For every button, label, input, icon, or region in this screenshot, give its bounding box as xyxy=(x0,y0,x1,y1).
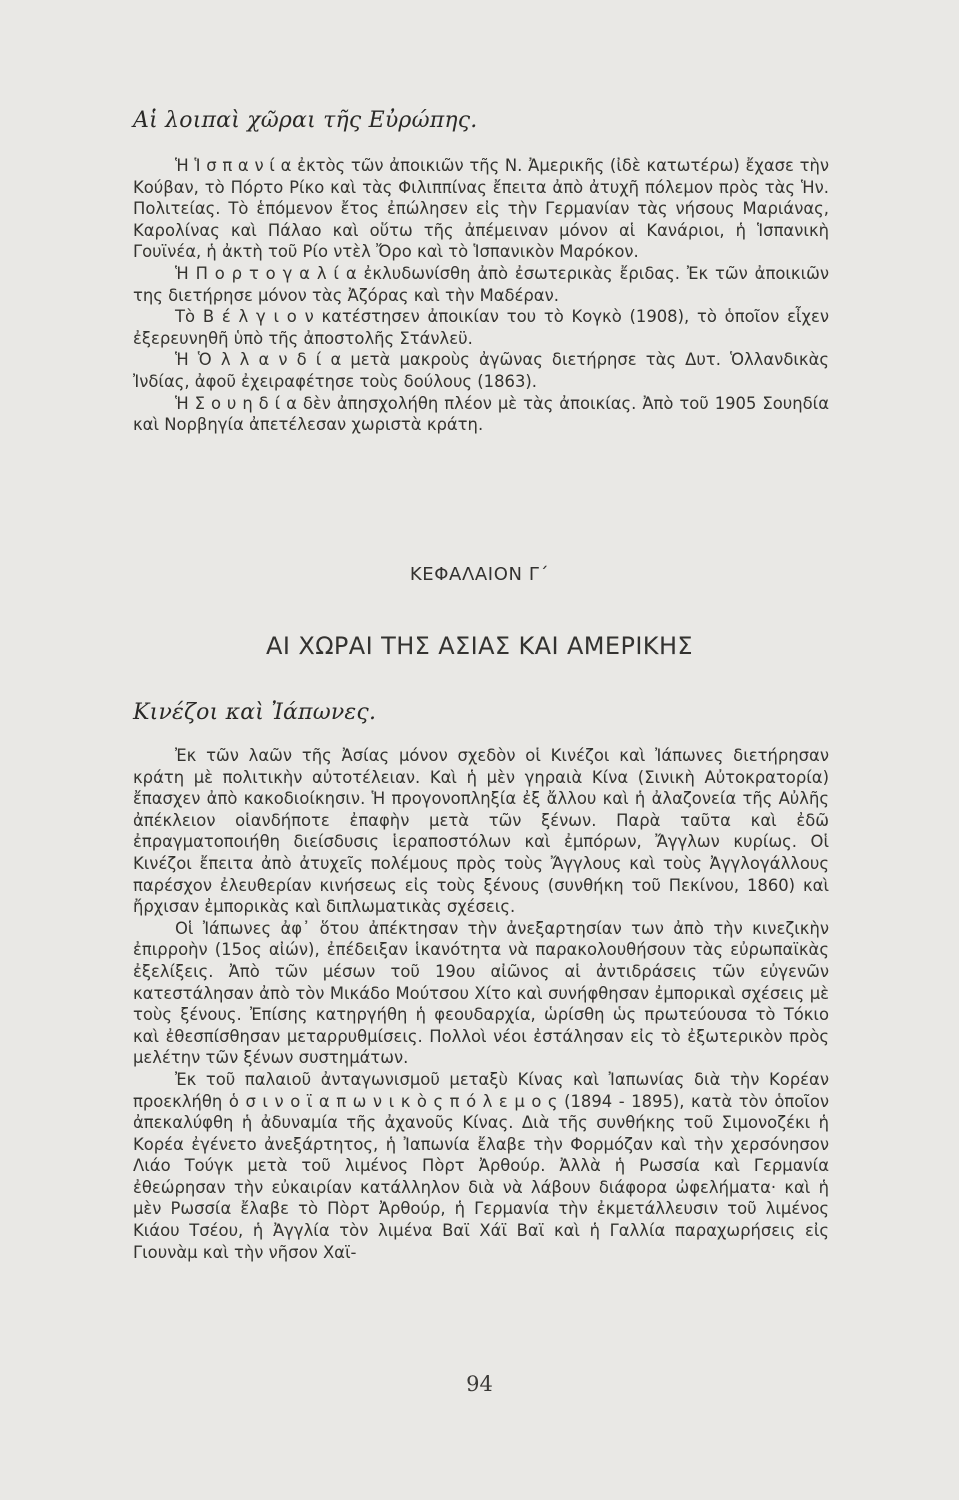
paragraph-portugal: Ἡ Π ο ρ τ ο γ α λ ί α ἐκλυδωνίσθη ἀπὸ ἐσωτερικὰς ἔριδας. Ἐκ τῶν ἀποικιῶν της διετήρησε μόνον τὰς Ἀζόρας καὶ τὴν Μαδέραν. xyxy=(133,263,829,305)
section-heading-europe: Αἱ λοιπαὶ χῶραι τῆς Εὐρώπης. xyxy=(133,108,478,133)
paragraph-china: Ἐκ τῶν λαῶν τῆς Ἀσίας μόνον σχεδὸν οἱ Κινέζοι καὶ Ἰάπωνες διετήρησαν κράτη μὲ πολιτικὴν αὐτοτέλειαν. Καὶ ἡ μὲν γηραιὰ Κίνα (Σινικὴ Αὐτοκρατορία) ἔπασχεν ἀπὸ κακοδιοίκησιν. Ἡ προγονοπληξία ἐξ ἄλλου καὶ ἡ ἀλαζονεία τῆς Αὐλῆς ἀπέκλειον οἱανδήποτε ἐπαφὴν μετὰ τῶν ξένων. Παρὰ ταῦτα καὶ ἐδῶ ἐπραγματοποιήθη διείσδυσις ἱεραποστόλων καὶ ἐμπόρων, Ἄγγλων κυρίως. Οἱ Κινέζοι ἔπειτα ἀπὸ ἀτυχεῖς πολέμους πρὸς τοὺς Ἄγγλους καὶ τοὺς Ἀγγλογάλλους παρέσχον ἐλευθερίαν κινήσεως εἰς τοὺς ξένους (συνθήκη τοῦ Πεκίνου, 1860) καὶ ἤρχισαν ἐμπορικὰς καὶ διπλωματικὰς σχέσεις. xyxy=(133,746,829,917)
paragraph-japan: Οἱ Ἰάπωνες ἀφ᾽ ὅτου ἀπέκτησαν τὴν ἀνεξαρτησίαν των ἀπὸ τὴν κινεζικὴν ἐπιρροὴν (15ος αἰών), ἐπέδειξαν ἱκανότητα νὰ παρακολουθήσουν τὰς εὐρωπαϊκὰς ἐξελίξεις. Ἀπὸ τῶν μέσων τοῦ 19ου αἰῶνος αἱ ἀντιδράσεις τῶν εὐγενῶν κατεστάλησαν ἀπὸ τὸν Μικάδο Μούτσου Χίτο καὶ συνήφθησαν ἐμπορικαὶ σχέσεις μὲ τοὺς ξένους. Ἐπίσης κατηργήθη ἡ φεουδαρχία, ὡρίσθη ὡς πρωτεύουσα τὸ Τόκιο καὶ ἐθεσπίσθησαν μεταρρυθμίσεις. Πολλοὶ νέοι ἐστάλησαν εἰς τὸ ἐξωτερικὸν πρὸς μελέτην τῶν ξένων συστημάτων. xyxy=(133,918,829,1068)
section-europe-text xyxy=(133,155,829,436)
paragraph-sweden: Ἡ Σ ο υ η δ ί α δὲν ἀπησχολήθη πλέον μὲ τὰς ἀποικίας. Ἀπὸ τοῦ 1905 Σουηδία καὶ Νορβηγία ἀπετέλεσαν χωριστὰ κράτη. xyxy=(133,393,829,435)
paragraph-holland: Ἡ Ὁ λ λ α ν δ ί α μετὰ μακροὺς ἀγῶνας διετήρησε τὰς Δυτ. Ὁλλανδικὰς Ἰνδίας, ἀφοῦ ἐχειραφέτησε τοὺς δούλους (1863). xyxy=(133,350,829,391)
section-china-japan-text xyxy=(133,745,829,1263)
chapter-label: ΚΕΦΑΛΑΙΟΝ Γ΄ xyxy=(409,564,550,585)
section-heading-china-japan: Κινέζοι καὶ Ἰάπωνες. xyxy=(133,700,377,725)
paragraph-belgium: Τὸ Β έ λ γ ι ο ν κατέστησεν ἀποικίαν του τὸ Κογκὸ (1908), τὸ ὁποῖον εἶχεν ἐξερευνηθῆ ὑπὸ τῆς ἀποστολῆς Στάνλεϋ. xyxy=(133,307,829,348)
chapter-title: ΑΙ ΧΩΡΑΙ ΤΗΣ ΑΣΙΑΣ ΚΑΙ ΑΜΕΡΙΚΗΣ xyxy=(266,632,693,660)
paragraph-sino-japanese-war: Ἐκ τοῦ παλαιοῦ ἀνταγωνισμοῦ μεταξὺ Κίνας καὶ Ἰαπωνίας διὰ τὴν Κορέαν προεκλήθη ὁ σ ι ν ο ϊ α π ω ν ι κ ὸ ς π ό λ ε μ ο ς (1894 - 1895), κατὰ τὸν ὁποῖον ἀπεκαλύφθη ἡ ἀδυναμία τῆς ἀχανοῦς Κίνας. Διὰ τῆς συνθήκης τοῦ Σιμονοζέκι ἡ Κορέα ἐγένετο ἀνεξάρτητος, ἡ Ἰαπωνία ἔλαβε τὴν Φορμόζαν καὶ τὴν χερσόνησον Λιάο Τούγκ μετὰ τοῦ λιμένος Πὸρτ Ἀρθούρ. Ἀλλὰ ἡ Ρωσσία καὶ Γερμανία ἐθεώρησαν τὴν εὐκαιρίαν κατάλληλον διὰ νὰ λάβουν διάφορα ὠφελήματα· καὶ ἡ μὲν Ρωσσία ἔλαβε τὸ Πὸρτ Ἀρθούρ, ἡ Γερμανία τὴν ἐκμετάλλευσιν τοῦ λιμένος Κιάου Τσέου, ἡ Ἀγγλία τὸν λιμένα Βαϊ Χάϊ Βαϊ καὶ ἡ Γαλλία παραχωρήσεις εἰς Γιουνὰμ καὶ τὴν νῆσον Χαϊ- xyxy=(133,1069,829,1262)
page-number: 94 xyxy=(466,1372,493,1396)
paragraph-spain: Ἡ Ἱ σ π α ν ί α ἐκτὸς τῶν ἀποικιῶν τῆς Ν. Ἀμερικῆς (ἰδὲ κατωτέρω) ἔχασε τὴν Κούβαν, τὸ Πόρτο Ρίκο καὶ τὰς Φιλιππίνας ἔπειτα ἀπὸ ἀτυχῆ πόλεμον πρὸς τὰς Ἡν. Πολιτείας. Τὸ ἑπόμενον ἔτος ἐπώλησεν εἰς τὴν Γερμανίαν τὰς νήσους Μαριάνας, Καρολίνας καὶ Πάλαο καὶ οὕτω τῆς ἀπέμειναν μόνον αἱ Κανάριοι, ἡ Ἱσπανικὴ Γουϊνέα, ἡ ἀκτὴ τοῦ Ρίο ντὲλ Ὄρο καὶ τὸ Ἱσπανικὸν Μαρόκον. xyxy=(133,156,829,262)
